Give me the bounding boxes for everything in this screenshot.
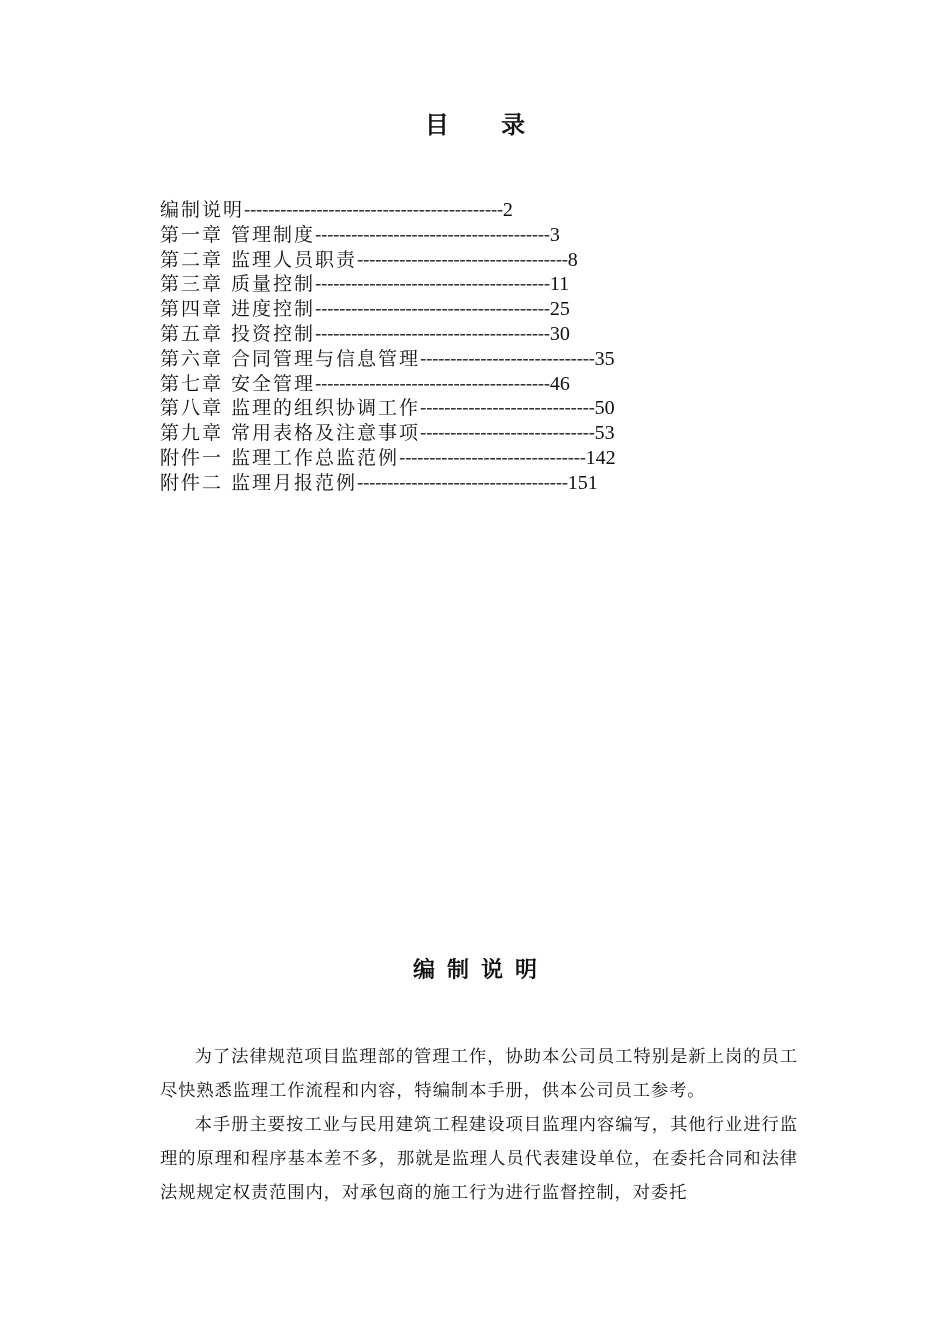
toc-entry[interactable] xyxy=(160,223,616,248)
toc-entry-label: 第二章 监理人员职责 xyxy=(160,248,358,271)
toc-list xyxy=(160,198,616,496)
toc-entry-page: 151 xyxy=(567,471,598,494)
toc-entry[interactable] xyxy=(160,396,616,421)
toc-entry[interactable] xyxy=(160,471,616,496)
toc-entry-page: 3 xyxy=(549,223,560,246)
toc-entry-label: 第五章 投资控制 xyxy=(160,322,316,345)
toc-entry-label: 第七章 安全管理 xyxy=(160,372,316,395)
toc-title: 目 录 xyxy=(424,111,548,139)
toc-entry-page: 25 xyxy=(549,298,570,321)
toc-entry[interactable] xyxy=(160,297,616,322)
toc-entry-page: 35 xyxy=(594,347,615,370)
toc-entry-page: 2 xyxy=(502,199,513,221)
toc-entry-label: 第一章 管理制度 xyxy=(160,223,316,246)
toc-entry-leader: ------------------------------------------- xyxy=(244,199,503,221)
toc-entry-label: 第三章 质量控制 xyxy=(160,273,316,296)
toc-entry[interactable] xyxy=(160,421,616,446)
toc-entry-label: 附件二 监理月报范例 xyxy=(160,471,358,494)
toc-entry-leader: ----------------------------- xyxy=(420,397,595,420)
toc-entry[interactable] xyxy=(160,248,616,273)
body-paragraph: 为了法律规范项目监理部的管理工作，协助本公司员工特别是新上岗的员工尽快熟悉监理工作流程和内容，特编制本手册，供本公司员工参考。 xyxy=(160,1047,798,1101)
toc-entry-label: 第八章 监理的组织协调工作 xyxy=(160,397,421,420)
toc-entry-label: 附件一 监理工作总监范例 xyxy=(160,446,400,469)
toc-entry-page: 46 xyxy=(549,372,570,395)
toc-entry-page: 8 xyxy=(567,248,578,271)
toc-entry-leader: --------------------------------------- xyxy=(315,298,550,321)
body-paragraph: 本手册主要按工业与民用建筑工程建设项目监理内容编写，其他行业进行监理的原理和程序基本差不多，那就是监理人员代表建设单位，在委托合同和法律法规规定权责范围内，对承包商的施工行为进行监督控制，对委托 xyxy=(160,1115,798,1203)
toc-entry-page: 30 xyxy=(549,322,570,345)
toc-entry-leader: ----------------------------------- xyxy=(357,471,568,494)
toc-entry[interactable] xyxy=(160,347,616,372)
toc-entry[interactable] xyxy=(160,372,616,397)
toc-entry-label: 编制说明 xyxy=(160,199,245,221)
toc-entry[interactable] xyxy=(160,446,616,471)
toc-entry-leader: ----------------------------------- xyxy=(357,248,568,271)
toc-entry-label: 第四章 进度控制 xyxy=(160,298,316,321)
toc-entry-leader: ------------------------------- xyxy=(399,446,586,469)
toc-entry-leader: --------------------------------------- xyxy=(315,223,550,246)
toc-entry-page: 11 xyxy=(549,273,570,296)
toc-entry-leader: --------------------------------------- xyxy=(315,273,550,296)
toc-entry-label: 第六章 合同管理与信息管理 xyxy=(160,347,421,370)
toc-entry-leader: --------------------------------------- xyxy=(315,372,550,395)
toc-entry-leader: ----------------------------- xyxy=(420,422,595,445)
toc-entry[interactable] xyxy=(160,322,616,347)
toc-entry-page: 142 xyxy=(585,446,616,469)
toc-entry[interactable] xyxy=(160,272,616,297)
toc-entry[interactable] xyxy=(160,198,616,223)
toc-entry-leader: ----------------------------- xyxy=(420,347,595,370)
toc-entry-label: 第九章 常用表格及注意事项 xyxy=(160,422,421,445)
toc-entry-page: 53 xyxy=(594,422,615,445)
section-body xyxy=(160,1040,798,1210)
section-title: 编制说明 xyxy=(412,958,549,983)
toc-entry-page: 50 xyxy=(594,397,615,420)
toc-entry-leader: --------------------------------------- xyxy=(315,322,550,345)
